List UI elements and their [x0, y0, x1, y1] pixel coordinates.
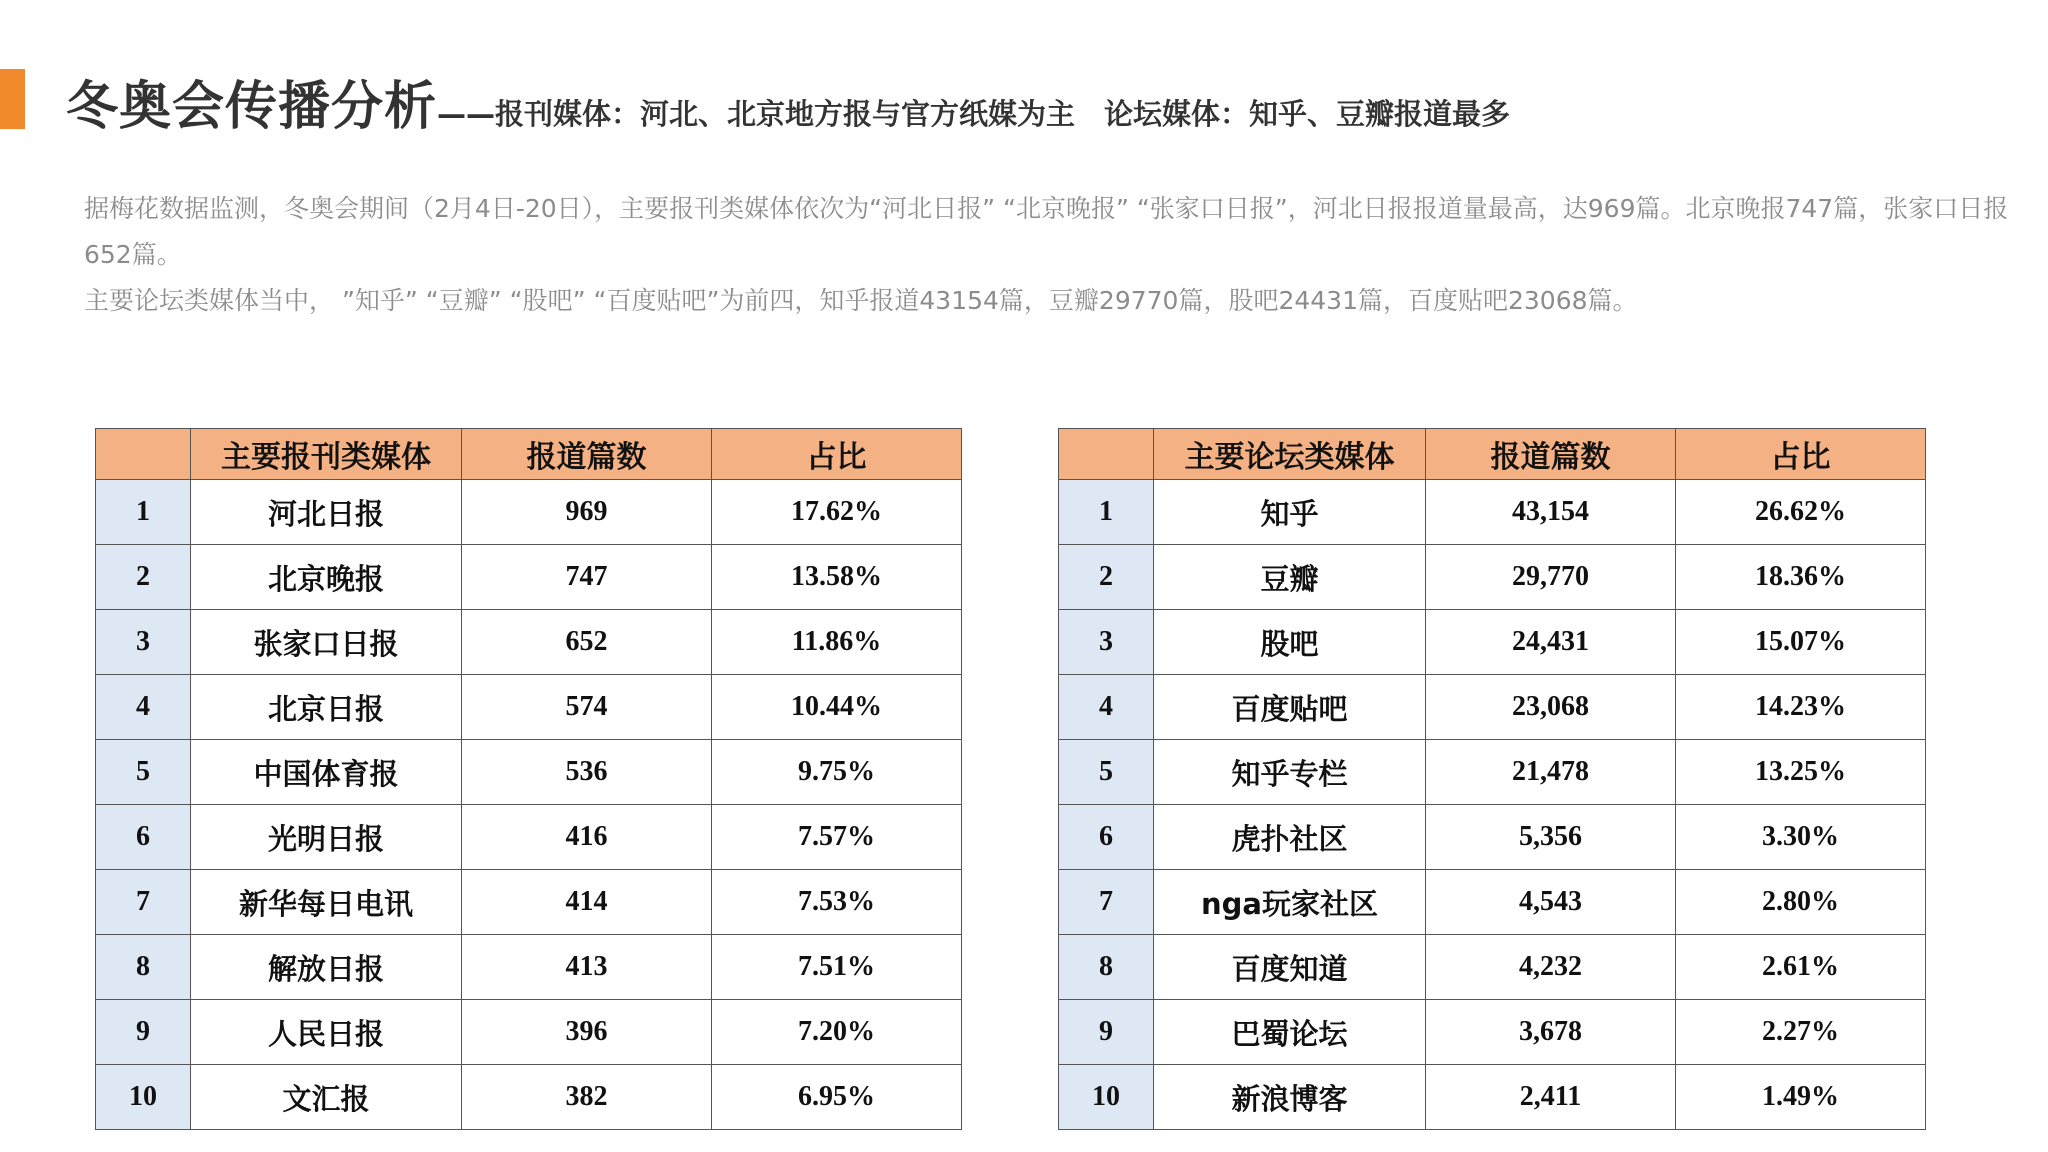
cell-media-name: 张家口日报 — [191, 610, 462, 675]
cell-media-name: 巴蜀论坛 — [1154, 1000, 1426, 1065]
cell-media-name: 新华每日电讯 — [191, 870, 462, 935]
cell-media-name: 知乎专栏 — [1154, 740, 1426, 805]
cell-share: 2.61% — [1676, 935, 1926, 1000]
cell-media-name: 解放日报 — [191, 935, 462, 1000]
newspaper-table-row — [96, 870, 962, 935]
cell-rank: 5 — [1059, 740, 1154, 805]
cell-media-name: 豆瓣 — [1154, 545, 1426, 610]
cell-media-name: 北京日报 — [191, 675, 462, 740]
newspaper-table-row — [96, 805, 962, 870]
cell-rank: 3 — [96, 610, 191, 675]
cell-rank: 6 — [96, 805, 191, 870]
page-title — [66, 64, 1510, 139]
cell-rank: 1 — [1059, 480, 1154, 545]
cell-share: 13.58% — [712, 545, 962, 610]
cell-rank: 4 — [1059, 675, 1154, 740]
newspaper-table-row — [96, 740, 962, 805]
newspaper-table-row — [96, 480, 962, 545]
cell-rank: 9 — [1059, 1000, 1154, 1065]
cell-report-count: 43,154 — [1426, 480, 1676, 545]
cell-share: 7.53% — [712, 870, 962, 935]
cell-rank: 2 — [96, 545, 191, 610]
forum-table-row — [1059, 480, 1926, 545]
cell-media-name: 河北日报 — [191, 480, 462, 545]
cell-report-count: 747 — [462, 545, 712, 610]
newspaper-table-row — [96, 1000, 962, 1065]
forum-table-row — [1059, 1000, 1926, 1065]
forum-table-row — [1059, 610, 1926, 675]
cell-report-count: 24,431 — [1426, 610, 1676, 675]
description-paragraph-forum: 主要论坛类媒体当中， ”知乎” “豆瓣” “股吧” “百度贴吧”为前四，知乎报道43154篇，豆瓣29770篇，股吧24431篇，百度贴吧23068篇。 — [84, 286, 1638, 315]
cell-media-name: 光明日报 — [191, 805, 462, 870]
cell-report-count: 3,678 — [1426, 1000, 1676, 1065]
cell-report-count: 29,770 — [1426, 545, 1676, 610]
cell-rank: 1 — [96, 480, 191, 545]
column-header-report-count: 报道篇数 — [1426, 429, 1676, 480]
cell-rank: 2 — [1059, 545, 1154, 610]
forum-media-table — [1058, 428, 1926, 1130]
cell-rank: 9 — [96, 1000, 191, 1065]
column-header-media-name: 主要论坛类媒体 — [1154, 429, 1426, 480]
description — [84, 186, 2014, 324]
cell-share: 13.25% — [1676, 740, 1926, 805]
cell-report-count: 21,478 — [1426, 740, 1676, 805]
cell-report-count: 5,356 — [1426, 805, 1676, 870]
newspaper-table-row — [96, 610, 962, 675]
cell-report-count: 413 — [462, 935, 712, 1000]
newspaper-table-row — [96, 935, 962, 1000]
page-title-main: 冬奥会传播分析 — [66, 77, 438, 137]
title-accent-bar — [0, 69, 25, 129]
page-title-subtitle: ——报刊媒体：河北、北京地方报与官方纸媒为主 论坛媒体：知乎、豆瓣报道最多 — [437, 97, 1511, 131]
cell-media-name: 百度知道 — [1154, 935, 1426, 1000]
cell-report-count: 4,543 — [1426, 870, 1676, 935]
forum-table-row — [1059, 870, 1926, 935]
column-header-share: 占比 — [1676, 429, 1926, 480]
cell-rank: 10 — [96, 1065, 191, 1130]
cell-share: 3.30% — [1676, 805, 1926, 870]
cell-media-name: 文汇报 — [191, 1065, 462, 1130]
cell-report-count: 382 — [462, 1065, 712, 1130]
cell-rank: 7 — [96, 870, 191, 935]
cell-media-name: 中国体育报 — [191, 740, 462, 805]
cell-media-name: 股吧 — [1154, 610, 1426, 675]
cell-report-count: 536 — [462, 740, 712, 805]
description-paragraph-newspaper: 据梅花数据监测，冬奥会期间（2月4日-20日），主要报刊类媒体依次为“河北日报” “北京晚报” “张家口日报”，河北日报报道量最高，达969篇。北京晚报747篇，张家口日报652篇。 — [84, 194, 2009, 269]
cell-report-count: 416 — [462, 805, 712, 870]
cell-share: 9.75% — [712, 740, 962, 805]
cell-share: 11.86% — [712, 610, 962, 675]
cell-media-name: 百度贴吧 — [1154, 675, 1426, 740]
cell-share: 7.20% — [712, 1000, 962, 1065]
cell-rank: 8 — [1059, 935, 1154, 1000]
cell-share: 14.23% — [1676, 675, 1926, 740]
cell-share: 2.27% — [1676, 1000, 1926, 1065]
column-header-share: 占比 — [712, 429, 962, 480]
cell-share: 7.51% — [712, 935, 962, 1000]
cell-rank: 5 — [96, 740, 191, 805]
cell-report-count: 652 — [462, 610, 712, 675]
column-header-media-name: 主要报刊类媒体 — [191, 429, 462, 480]
cell-report-count: 23,068 — [1426, 675, 1676, 740]
column-header-rank — [96, 429, 191, 480]
cell-media-name: 新浪博客 — [1154, 1065, 1426, 1130]
cell-rank: 4 — [96, 675, 191, 740]
cell-share: 1.49% — [1676, 1065, 1926, 1130]
newspaper-media-table — [95, 428, 962, 1130]
forum-table-row — [1059, 935, 1926, 1000]
cell-report-count: 4,232 — [1426, 935, 1676, 1000]
cell-share: 17.62% — [712, 480, 962, 545]
cell-share: 7.57% — [712, 805, 962, 870]
cell-rank: 3 — [1059, 610, 1154, 675]
cell-media-name: nga玩家社区 — [1154, 870, 1426, 935]
forum-table-row — [1059, 1065, 1926, 1130]
forum-table-row — [1059, 545, 1926, 610]
cell-media-name: 知乎 — [1154, 480, 1426, 545]
forum-table-row — [1059, 675, 1926, 740]
cell-rank: 8 — [96, 935, 191, 1000]
cell-media-name: 人民日报 — [191, 1000, 462, 1065]
forum-table-row — [1059, 740, 1926, 805]
cell-share: 2.80% — [1676, 870, 1926, 935]
column-header-rank — [1059, 429, 1154, 480]
newspaper-table-row — [96, 545, 962, 610]
cell-report-count: 2,411 — [1426, 1065, 1676, 1130]
cell-share: 10.44% — [712, 675, 962, 740]
cell-report-count: 396 — [462, 1000, 712, 1065]
cell-share: 26.62% — [1676, 480, 1926, 545]
cell-report-count: 574 — [462, 675, 712, 740]
newspaper-table-row — [96, 1065, 962, 1130]
cell-share: 18.36% — [1676, 545, 1926, 610]
forum-table-row — [1059, 805, 1926, 870]
cell-share: 15.07% — [1676, 610, 1926, 675]
cell-media-name: 北京晚报 — [191, 545, 462, 610]
newspaper-table-row — [96, 675, 962, 740]
column-header-report-count: 报道篇数 — [462, 429, 712, 480]
cell-rank: 10 — [1059, 1065, 1154, 1130]
cell-report-count: 969 — [462, 480, 712, 545]
cell-rank: 6 — [1059, 805, 1154, 870]
cell-media-name: 虎扑社区 — [1154, 805, 1426, 870]
cell-share: 6.95% — [712, 1065, 962, 1130]
newspaper-table-header-row — [96, 429, 962, 480]
cell-report-count: 414 — [462, 870, 712, 935]
cell-rank: 7 — [1059, 870, 1154, 935]
forum-table-header-row — [1059, 429, 1926, 480]
